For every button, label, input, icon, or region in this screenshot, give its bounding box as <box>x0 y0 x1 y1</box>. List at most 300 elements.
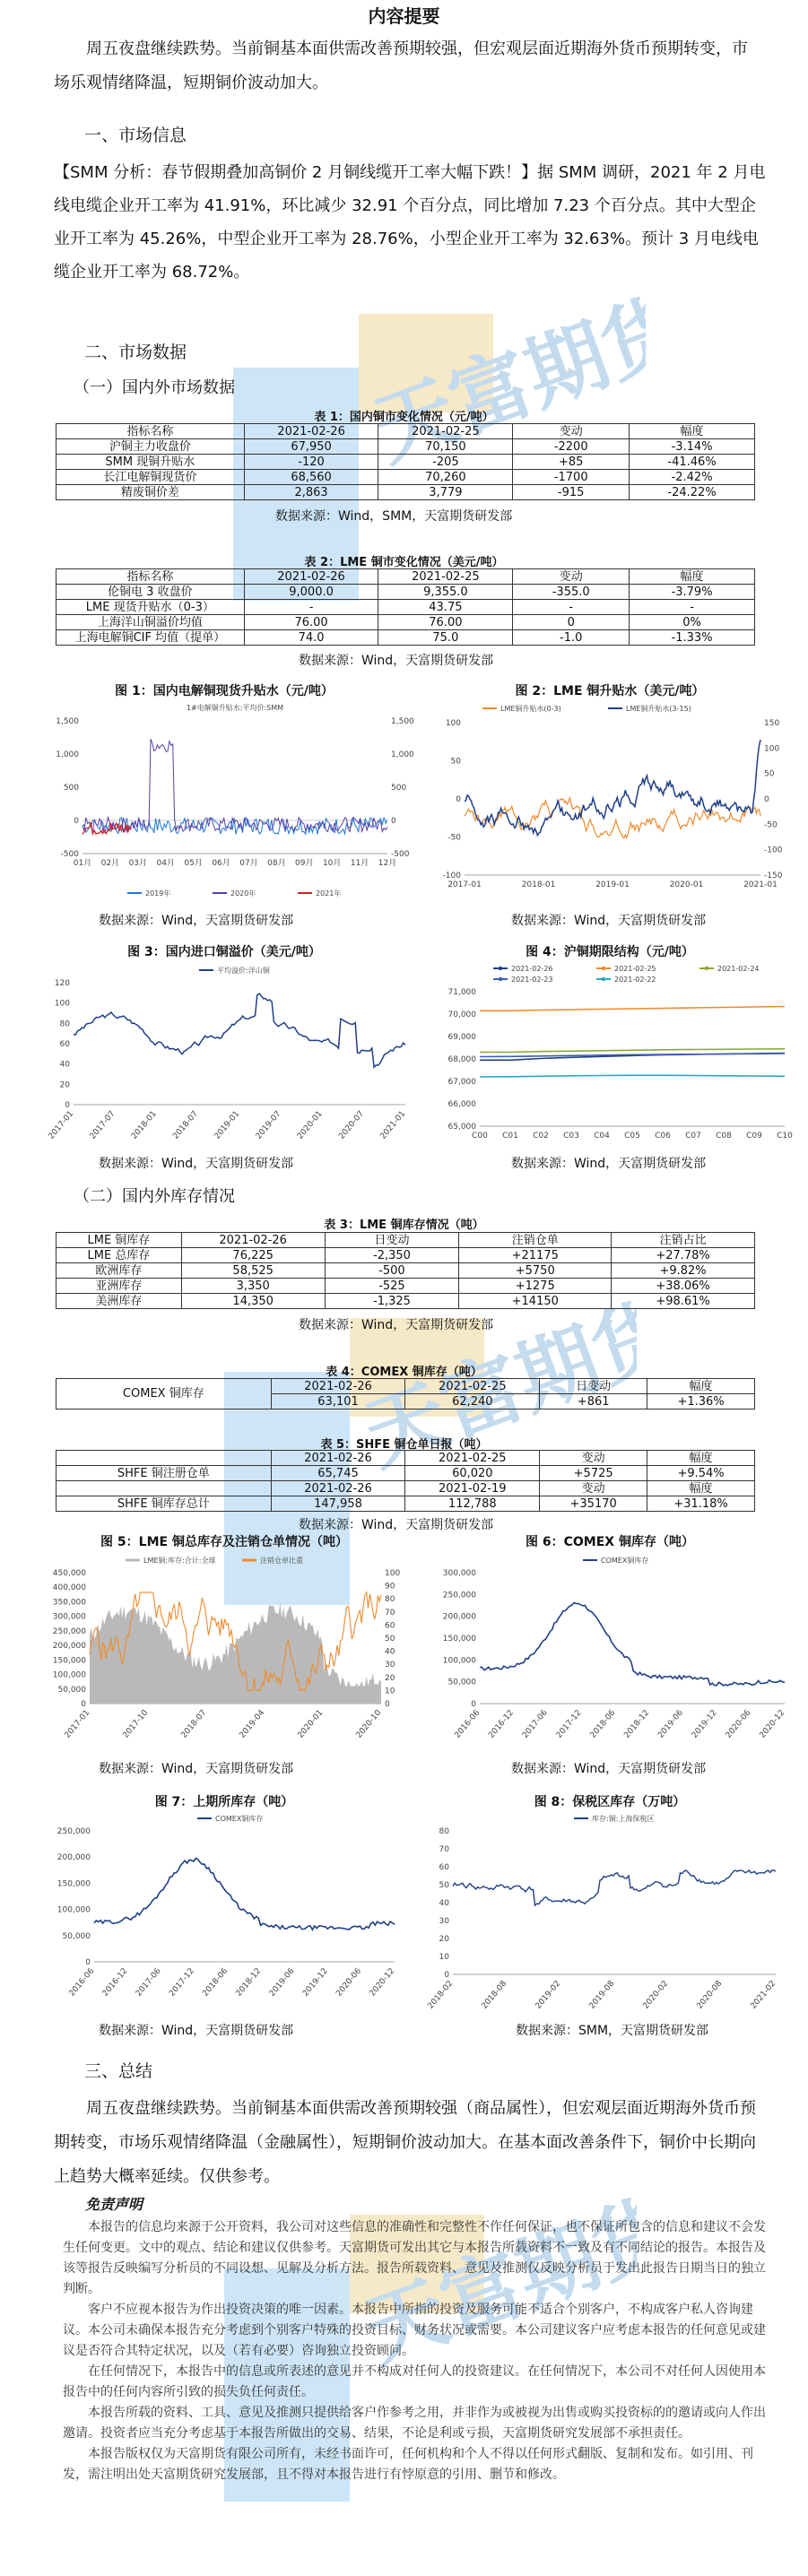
table-cell: 2021-02-26 <box>244 424 378 439</box>
y-tick-label: 70,000 <box>447 1010 476 1019</box>
y-tick-label: 400,000 <box>52 1583 86 1593</box>
legend-label: LME铜升贴水(0-3) <box>500 705 561 713</box>
subsection-1-title: （一）国内外市场数据 <box>74 378 235 397</box>
y-tick-label: 300,000 <box>442 1569 476 1578</box>
table-cell: LME 现货升贴水（0-3） <box>56 600 245 615</box>
legend-label: 2021-02-24 <box>717 965 760 973</box>
table-cell: 43.75 <box>378 600 513 615</box>
table-cell: +98.61% <box>612 1294 755 1309</box>
series-2021-02-24 <box>480 1049 785 1053</box>
figure-6-source: 数据来源：Wind，天富期货研发部 <box>511 1762 707 1776</box>
x-tick-label: 2017-01 <box>47 1109 76 1141</box>
legend-marker <box>499 977 502 981</box>
chart-3-import-premium <box>47 961 423 1149</box>
table-cell: 上海电解铜CIF 均值（提单） <box>56 630 245 646</box>
table-cell: +861 <box>540 1394 647 1409</box>
x-tick-label: 2020-06 <box>724 1708 753 1740</box>
table-cell: 幅度 <box>647 1451 755 1466</box>
disclaimer-p5: 本报告版权仅为天富期货有限公司所有，未经书面许可，任何机构和个人不得以任何形式翻版、复制和发布。如引用、刊发，需注明出处天富期货研究发展部，且不得对本报告进行有悖原意的引用、删节和修改。 <box>63 2447 753 2482</box>
x-tick-label: 02月 <box>100 859 120 868</box>
x-tick-label: 2021-02 <box>749 1979 778 2011</box>
x-tick-label: 2020-02 <box>641 1979 671 2011</box>
y-tick-label: 1,500 <box>56 717 79 726</box>
table-cell: 指标名称 <box>56 424 245 439</box>
y-tick-label: 66,000 <box>447 1100 476 1109</box>
table-cell: - <box>630 600 755 615</box>
legend-label: 2021-02-23 <box>511 976 553 984</box>
table-cell: 76.00 <box>378 615 513 630</box>
table-cell: 0% <box>630 615 755 630</box>
x-tick-label: 2016-12 <box>487 1708 517 1740</box>
y-right-tick-label: -100 <box>764 846 783 855</box>
table-cell: 67,950 <box>244 439 378 455</box>
table-cell: 63,101 <box>271 1394 405 1409</box>
table-cell: +31.18% <box>647 1496 755 1512</box>
x-tick-label: 2019-08 <box>587 1979 617 2011</box>
x-tick-label: 2016-06 <box>67 1966 97 1999</box>
y-tick-label: 80 <box>59 1019 70 1029</box>
series-2021-02-22 <box>480 1075 785 1077</box>
table-cell: 112,788 <box>405 1496 540 1512</box>
figure-2-source: 数据来源：Wind，天富期货研发部 <box>511 914 707 928</box>
table-cell: 幅度 <box>630 424 755 439</box>
page-title: 内容提要 <box>368 5 440 27</box>
legend-marker <box>602 967 605 970</box>
table-cell: 76,225 <box>181 1248 325 1263</box>
table-cell: -525 <box>325 1279 459 1294</box>
table-cell: -1.33% <box>630 630 755 646</box>
y-tick-label: 120 <box>54 979 70 988</box>
table-cell: COMEX 铜库存 <box>56 1379 272 1409</box>
table-5-caption: 表 5：SHFE 铜仓单日报（吨） <box>320 1438 488 1452</box>
x-tick-label: 2020-08 <box>695 1979 725 2011</box>
series-shfe-stock <box>94 1858 395 1930</box>
series-comex-stock <box>480 1603 785 1686</box>
y-tick-label: 20 <box>59 1080 70 1090</box>
y-tick-label: 100,000 <box>442 1656 476 1666</box>
table-cell: 幅度 <box>647 1481 755 1496</box>
table-cell: -120 <box>244 455 378 470</box>
y-tick-label: 50 <box>439 1881 449 1890</box>
x-tick-label: 2018-02 <box>426 1979 456 2011</box>
series-3-15 <box>465 740 760 836</box>
x-tick-label: 2017-01 <box>63 1708 92 1740</box>
y-tick-label: 70 <box>439 1845 449 1854</box>
y-tick-label: 69,000 <box>447 1033 476 1042</box>
table-row <box>56 1496 755 1512</box>
figure-7-source: 数据来源：Wind，天富期货研发部 <box>99 2024 294 2038</box>
y-right-tick-label: 0 <box>385 1700 390 1709</box>
x-tick-label: C09 <box>746 1132 762 1141</box>
table-5-source: 数据来源：Wind，天富期货研发部 <box>299 1518 494 1532</box>
y-tick-label: 200,000 <box>442 1612 476 1622</box>
y-tick-label: 150,000 <box>56 1879 91 1889</box>
x-tick-label: C08 <box>716 1132 732 1141</box>
x-tick-label: 2018-06 <box>201 1966 230 1999</box>
table-row <box>56 585 755 600</box>
y-right-tick-label: 1,500 <box>391 717 414 726</box>
disclaimer-p3: 在任何情况下，本报告中的信息或所表述的意见并不构成对任何人的投资建议。在任何情况下，本公司不对任何人因使用本报告中的任何内容所引致的损失负任何责任。 <box>63 2364 766 2399</box>
x-tick-label: 01月 <box>73 859 92 868</box>
table-row <box>56 1294 755 1309</box>
y-tick-label: 40 <box>439 1899 449 1908</box>
x-tick-label: 08月 <box>267 859 286 868</box>
chart-5-lme-stock <box>45 1551 421 1757</box>
figure-1-source: 数据来源：Wind，天富期货研发部 <box>99 914 294 928</box>
table-cell: -355.0 <box>513 585 630 600</box>
table-cell: 2021-02-26 <box>244 569 378 585</box>
y-tick-label: 60 <box>59 1040 70 1049</box>
legend-label: 注销仓单比重 <box>260 1557 303 1565</box>
table-cell: SMM 现铜升贴水 <box>56 455 245 470</box>
x-tick-label: 12月 <box>378 859 397 868</box>
y-tick-label: 30 <box>439 1917 449 1926</box>
table-cell: +5750 <box>459 1263 612 1279</box>
y-tick-label: 450,000 <box>52 1569 86 1578</box>
table-row <box>56 615 755 630</box>
chart-2-lme-spread <box>438 696 796 907</box>
section-1-title: 一、市场信息 <box>84 126 187 145</box>
table-row <box>56 439 755 455</box>
legend-label: 库存:铜:上海保税区 <box>592 1815 655 1823</box>
y-tick-label: 10 <box>439 1953 449 1962</box>
table-cell: 0 <box>513 615 630 630</box>
figure-4-caption: 图 4：沪铜期限结构（元/吨） <box>526 945 694 959</box>
y-right-tick-label: 1,000 <box>391 750 414 759</box>
y-right-tick-label: 10 <box>385 1687 395 1696</box>
x-tick-label: 2019-01 <box>213 1109 242 1141</box>
table-cell: 长江电解铜现货价 <box>56 470 245 485</box>
legend-label: LME铜:库存:合计:全球 <box>143 1557 216 1565</box>
series-import-premium <box>74 993 405 1067</box>
x-tick-label: C02 <box>533 1132 549 1141</box>
y-tick-label: 50 <box>450 757 461 767</box>
y-tick-label: 0 <box>65 1101 70 1110</box>
y-tick-label: 250,000 <box>52 1626 86 1636</box>
table-cell: -2.42% <box>630 470 755 485</box>
y-right-tick-label: 80 <box>385 1595 395 1605</box>
y-tick-label: 350,000 <box>52 1598 86 1608</box>
legend-label: LME铜升贴水(3-15) <box>626 705 691 713</box>
table-header-row <box>56 1481 755 1496</box>
chart-subtitle: 1#电解铜升贴水:平均价:SMM <box>186 704 284 712</box>
svg-text:天富期货: 天富期货 <box>352 1284 637 1484</box>
y-tick-label: 67,000 <box>447 1078 476 1087</box>
y-right-tick-label: 0 <box>391 817 396 826</box>
x-tick-label: C04 <box>594 1132 610 1141</box>
x-tick-label: 2021-01 <box>743 880 778 889</box>
table-cell: +9.82% <box>612 1263 755 1279</box>
x-tick-label: 2020-10 <box>354 1708 384 1740</box>
y-tick-label: 0 <box>471 1700 476 1709</box>
table-1-caption: 表 1：国内铜市变化情况（元/吨） <box>314 411 494 424</box>
table-cell: 2021-02-26 <box>271 1451 405 1466</box>
figure-5-caption: 图 5：LME 铜总库存及注销仓单情况（吨） <box>100 1535 348 1549</box>
figure-8-caption: 图 8：保税区库存（万吨） <box>534 1795 686 1809</box>
legend-label: 2021-02-22 <box>614 976 656 984</box>
y-tick-label: 50,000 <box>447 1678 476 1687</box>
y-right-tick-label: 20 <box>385 1673 395 1683</box>
x-tick-label: 2020-01 <box>295 1109 325 1141</box>
disclaimer-p4: 本报告所载的资料、工具、意见及推测只提供给客户作参考之用，并非作为或被视为出售或购买投资标的的邀请或向人作出邀请。投资者应当充分考虑基于本报告所做出的交易、结果，不论是利或亏损，天富期货研究发展部不承担责任。 <box>63 2406 766 2441</box>
series-bonded-stock <box>453 1870 776 1905</box>
y-right-tick-label: 0 <box>764 795 769 804</box>
table-row <box>56 630 755 646</box>
x-tick-label: 2019-12 <box>301 1966 330 1999</box>
table-row <box>56 1466 755 1481</box>
table-cell: 注销仓单 <box>459 1233 612 1248</box>
x-tick-label: 2020-06 <box>334 1966 364 1999</box>
y-right-tick-label: 100 <box>385 1569 401 1578</box>
table-cell: 幅度 <box>630 569 755 585</box>
series-2020 <box>83 739 387 831</box>
y-tick-label: 0 <box>85 1958 91 1967</box>
y-tick-label: 250,000 <box>56 1827 91 1836</box>
y-tick-label: 50,000 <box>62 1931 91 1941</box>
table-cell <box>56 1451 272 1466</box>
x-tick-label: 2017-12 <box>554 1708 584 1740</box>
table-cell: 14,350 <box>181 1294 325 1309</box>
x-tick-label: 2017-07 <box>88 1109 117 1141</box>
market-info-paragraph: 【SMM 分析：春节假期叠加高铜价 2 月铜线缆开工率大幅下跌！】据 SMM 调研，2021 年 2 月电线电缆企业开工率为 41.91%，环比减少 32.91 个百分点，同比增加 7.23 个百分点。其中大型企业开工率为 45.26%，中型企业开工率为 28.76%，小型企业开工率为 32.63%。预计 3 月电线电缆企业开工率为 68.72%。 <box>54 163 766 282</box>
x-tick-label: 2018-01 <box>521 880 556 889</box>
series-total-stock-area <box>90 1602 381 1704</box>
disclaimer-title: 免责声明 <box>85 2196 143 2213</box>
table-cell: 2,863 <box>244 485 378 500</box>
table-cell: +85 <box>513 455 630 470</box>
table-row <box>56 1279 755 1294</box>
table-2-caption: 表 2：LME 铜市变化情况（美元/吨） <box>304 556 504 569</box>
x-tick-label: 2018-12 <box>234 1966 264 1999</box>
table-header-row <box>56 1233 755 1248</box>
y-tick-label: 68,000 <box>447 1055 476 1064</box>
table-header-row <box>56 569 755 585</box>
y-tick-label: 71,000 <box>447 988 476 997</box>
x-tick-label: 2019-12 <box>690 1708 719 1740</box>
x-tick-label: 2020-12 <box>758 1708 787 1740</box>
x-tick-label: 2017-06 <box>521 1708 550 1740</box>
y-tick-label: 200,000 <box>56 1853 91 1863</box>
table-row <box>56 470 755 485</box>
x-tick-label: 2017-06 <box>134 1966 163 1999</box>
x-tick-label: 2016-06 <box>453 1708 482 1740</box>
table-cell: 2021-02-25 <box>405 1379 540 1394</box>
y-tick-label: 65,000 <box>447 1123 476 1132</box>
y-tick-label: 0 <box>74 817 79 826</box>
table-cell: SHFE 铜注册仓单 <box>56 1466 272 1481</box>
chart-1-spot-premium <box>47 701 423 907</box>
x-tick-label: 2019-02 <box>534 1979 563 2011</box>
table-row <box>56 455 755 470</box>
y-right-tick-label: 150 <box>764 719 780 728</box>
table-cell: 76.00 <box>244 615 378 630</box>
table-cell: +21175 <box>459 1248 612 1263</box>
section-3-title: 三、总结 <box>84 2061 153 2081</box>
x-tick-label: 2021-01 <box>378 1109 408 1141</box>
x-tick-label: C01 <box>502 1132 518 1141</box>
table-row <box>56 485 755 500</box>
x-tick-label: 06月 <box>212 859 230 868</box>
table-cell: 9,000.0 <box>244 585 378 600</box>
table-cell: 幅度 <box>647 1379 755 1394</box>
x-tick-label: 11月 <box>350 859 369 868</box>
table-cell: +5725 <box>540 1466 647 1481</box>
table-cell: -1700 <box>513 470 630 485</box>
x-tick-label: C05 <box>624 1132 640 1141</box>
y-right-tick-label: 100 <box>764 744 780 754</box>
legend-marker <box>602 977 605 981</box>
y-right-tick-label: 50 <box>764 769 775 779</box>
table-cell: 变动 <box>540 1481 647 1496</box>
legend-label: 平均溢价:洋山铜 <box>217 967 270 975</box>
figure-6-caption: 图 6：COMEX 铜库存（吨） <box>526 1535 694 1549</box>
x-tick-label: 2018-12 <box>622 1708 652 1740</box>
y-tick-label: -500 <box>60 850 79 859</box>
table-cell: 74.0 <box>244 630 378 646</box>
figure-2-caption: 图 2：LME 铜升贴水（美元/吨） <box>515 684 705 698</box>
table-header-row <box>56 1451 755 1466</box>
y-tick-label: 20 <box>439 1935 449 1944</box>
y-tick-label: 50,000 <box>57 1685 86 1695</box>
table-cell: 58,525 <box>181 1263 325 1279</box>
x-tick-label: 2018-08 <box>480 1979 509 2011</box>
disclaimer-p2: 客户不应视本报告为作出投资决策的唯一因素。本报告中所指的投资及服务可能不适合个别客户，不构成客户私人咨询建议。本公司未确保本报告充分考虑到个别客户特殊的投资目标、财务状况或需要。本公司建议客户应考虑本报告的任何意见或建议是否符合其特定状况，以及（若有必要）咨询独立投资顾问。 <box>63 2303 766 2358</box>
legend-marker <box>499 967 502 970</box>
x-tick-label: C07 <box>685 1132 701 1141</box>
table-cell <box>56 1481 272 1496</box>
x-tick-label: C00 <box>472 1132 488 1141</box>
y-tick-label: 100 <box>54 999 70 1009</box>
table-2 <box>56 568 755 646</box>
x-tick-label: 2019-06 <box>656 1708 685 1740</box>
table-cell: 日变动 <box>540 1379 647 1394</box>
table-cell: 2021-02-19 <box>405 1481 540 1496</box>
table-cell: - <box>513 600 630 615</box>
table-cell: +9.54% <box>647 1466 755 1481</box>
table-cell: 指标名称 <box>56 569 245 585</box>
y-right-tick-label: 30 <box>385 1661 395 1670</box>
y-tick-label: 40 <box>59 1060 70 1070</box>
conclusion-paragraph: 周五夜盘继续跌势。当前铜基本面供需改善预期较强（商品属性），但宏观层面近期海外货币预期转变，市场乐观情绪降温（金融属性），短期铜价波动加大。在基本面改善条件下，铜价中长期向上趋势大概率延续。仅供参考。 <box>54 2099 756 2186</box>
x-tick-label: 2018-06 <box>588 1708 618 1740</box>
table-cell: 日变动 <box>325 1233 459 1248</box>
y-tick-label: 80 <box>439 1827 449 1836</box>
table-cell: 2021-02-26 <box>271 1379 405 1394</box>
table-cell: 3,779 <box>378 485 513 500</box>
table-row <box>56 1248 755 1263</box>
x-tick-label: 2017-01 <box>447 880 482 889</box>
figure-3-caption: 图 3：国内进口铜溢价（美元/吨） <box>127 945 321 959</box>
y-tick-label: 500 <box>63 784 79 793</box>
table-cell: 75.0 <box>378 630 513 646</box>
y-tick-label: 250,000 <box>442 1591 476 1600</box>
table-cell: +35170 <box>540 1496 647 1512</box>
y-tick-label: 100,000 <box>52 1670 86 1680</box>
table-cell: 2021-02-26 <box>271 1481 405 1496</box>
table-cell: 变动 <box>513 424 630 439</box>
table-1 <box>56 423 755 500</box>
table-cell: 3,350 <box>181 1279 325 1294</box>
y-right-tick-label: 60 <box>385 1621 395 1631</box>
table-cell: 9,355.0 <box>378 585 513 600</box>
subsection-2-title: （二）国内外库存情况 <box>74 1187 235 1206</box>
table-cell: -3.79% <box>630 585 755 600</box>
table-header-row <box>56 1379 755 1394</box>
legend-marker <box>705 967 708 970</box>
x-tick-label: 2018-07 <box>171 1109 201 1141</box>
y-tick-label: 60 <box>439 1863 449 1872</box>
chart-6-comex-stock <box>430 1551 798 1757</box>
table-cell: 注销占比 <box>612 1233 755 1248</box>
table-cell: -24.22% <box>630 485 755 500</box>
table-2-source: 数据来源：Wind，天富期货研发部 <box>299 654 494 668</box>
legend-label: 2019年 <box>145 889 171 898</box>
table-cell: 70,150 <box>378 439 513 455</box>
y-tick-label: 0 <box>444 1971 449 1980</box>
table-cell: -1,325 <box>325 1294 459 1309</box>
y-tick-label: 100 <box>445 719 461 728</box>
x-tick-label: 2018-07 <box>179 1708 209 1740</box>
x-tick-label: 04月 <box>156 859 175 868</box>
table-cell: 伦铜电 3 收盘价 <box>56 585 245 600</box>
legend-label: COMEX铜库存 <box>215 1815 264 1823</box>
table-1-source: 数据来源：Wind，SMM，天富期货研发部 <box>275 509 513 524</box>
x-tick-label: 2017-10 <box>121 1708 151 1740</box>
svg-text:天富期货: 天富期货 <box>361 280 646 480</box>
table-5 <box>56 1450 755 1512</box>
table-cell: 60,020 <box>405 1466 540 1481</box>
x-tick-label: 09月 <box>295 859 314 868</box>
y-tick-label: 200,000 <box>52 1642 86 1652</box>
x-tick-label: 2017-12 <box>168 1966 196 1999</box>
x-tick-label: 2020-01 <box>669 880 704 889</box>
y-right-tick-label: 50 <box>385 1635 395 1644</box>
table-3-source: 数据来源：Wind，天富期货研发部 <box>299 1318 494 1332</box>
x-tick-label: 2019-06 <box>267 1966 297 1999</box>
y-tick-label: -50 <box>447 833 461 843</box>
x-tick-label: 2020-01 <box>296 1708 326 1740</box>
y-right-tick-label: 90 <box>385 1582 395 1592</box>
y-tick-label: 0 <box>81 1700 86 1709</box>
table-cell: SHFE 铜库存总计 <box>56 1496 272 1512</box>
table-cell: 62,240 <box>405 1394 540 1409</box>
table-cell: -41.46% <box>630 455 755 470</box>
legend-label: 2021-02-26 <box>511 965 553 973</box>
table-cell: -1.0 <box>513 630 630 646</box>
y-right-tick-label: 40 <box>385 1647 395 1657</box>
table-cell: -3.14% <box>630 439 755 455</box>
y-tick-label: 0 <box>456 795 461 804</box>
figure-4-source: 数据来源：Wind，天富期货研发部 <box>511 1157 707 1171</box>
legend-label: 2020年 <box>230 889 256 898</box>
table-cell: 欧洲库存 <box>56 1263 182 1279</box>
x-tick-label: 07月 <box>239 859 258 868</box>
table-cell: 2021-02-26 <box>181 1233 325 1248</box>
table-cell: 变动 <box>540 1451 647 1466</box>
table-cell: 精废铜价差 <box>56 485 245 500</box>
x-tick-label: 05月 <box>184 859 203 868</box>
table-row <box>56 1263 755 1279</box>
table-cell: - <box>244 600 378 615</box>
x-tick-label: 2018-01 <box>129 1109 159 1141</box>
table-cell: -205 <box>378 455 513 470</box>
y-right-tick-label: 500 <box>391 784 407 793</box>
svg-text:天富期货: 天富期货 <box>352 2181 637 2381</box>
y-tick-label: -100 <box>442 872 461 880</box>
table-4-caption: 表 4：COMEX 铜库存（吨） <box>326 1366 482 1379</box>
table-header-row <box>56 424 755 439</box>
table-cell: +14150 <box>459 1294 612 1309</box>
